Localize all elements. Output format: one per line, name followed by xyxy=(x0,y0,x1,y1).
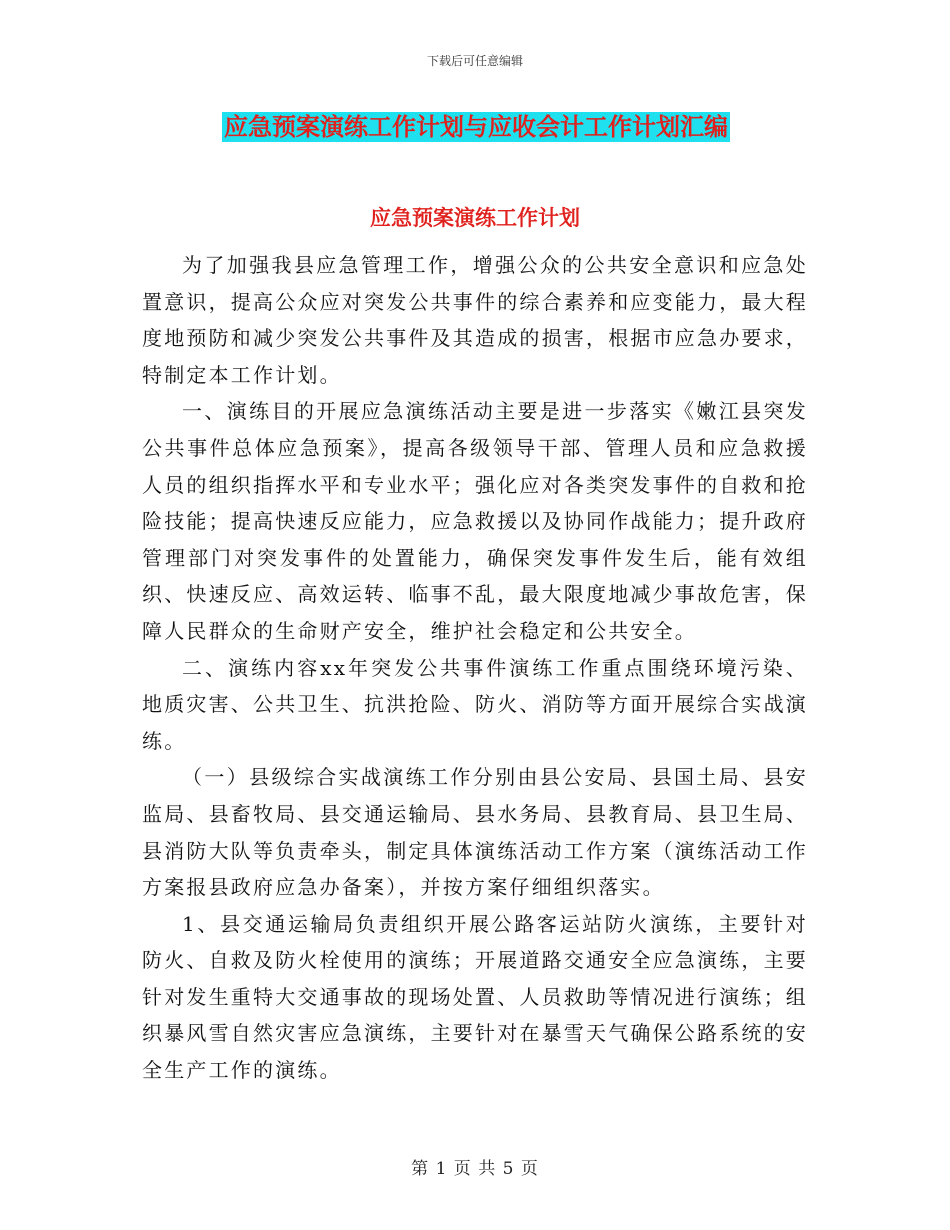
document-body xyxy=(142,247,808,1089)
page-number: 第 1 页 共 5 页 xyxy=(411,1159,539,1179)
document-title: 应急预案演练工作计划与应收会计工作计划汇编 xyxy=(224,112,728,141)
paragraph-purpose: 一、演练目的开展应急演练活动主要是进一步落实《嫩江县突发公共事件总体应急预案》，提高各级领导干部、管理人员和应急救援人员的组织指挥水平和专业水平；强化应对各类突发事件的自救和抢险技能；提高快速反应能力，应急救援以及协同作战能力；提升政府管理部门对突发事件的处置能力，确保突发事件发生后，能有效组织、快速反应、高效运转、临事不乱，最大限度地减少事故危害，保障人民群众的生命财产安全，维护社会稳定和公共安全。 xyxy=(142,399,808,643)
section-title: 应急预案演练工作计划 xyxy=(370,205,580,230)
paragraph-content: 二、演练内容xx年突发公共事件演练工作重点围绕环境污染、地质灾害、公共卫生、抗洪抢险、防火、消防等方面开展综合实战演练。 xyxy=(142,655,808,753)
paragraph-transport-drills: 1、县交通运输局负责组织开展公路客运站防火演练，主要针对防火、自救及防火栓使用的演练；开展道路交通安全应急演练，主要针对发生重特大交通事故的现场处置、人员救助等情况进行演练；组织暴风雪自然灾害应急演练，主要针对在暴雪天气确保公路系统的安全生产工作的演练。 xyxy=(142,911,808,1083)
page-header-note: 下载后可任意编辑 xyxy=(426,54,523,68)
paragraph-intro: 为了加强我县应急管理工作，增强公众的公共安全意识和应急处置意识，提高公众应对突发公共事件的综合素养和应变能力，最大程度地预防和减少突发公共事件及其造成的损害，根据市应急办要求，特制定本工作计划。 xyxy=(142,253,808,387)
paragraph-county-drills: （一）县级综合实战演练工作分别由县公安局、县国土局、县安监局、县畜牧局、县交通运输局、县水务局、县教育局、县卫生局、县消防大队等负责牵头，制定具体演练活动工作方案（演练活动工作方案报县政府应急办备案），并按方案仔细组织落实。 xyxy=(142,765,808,900)
